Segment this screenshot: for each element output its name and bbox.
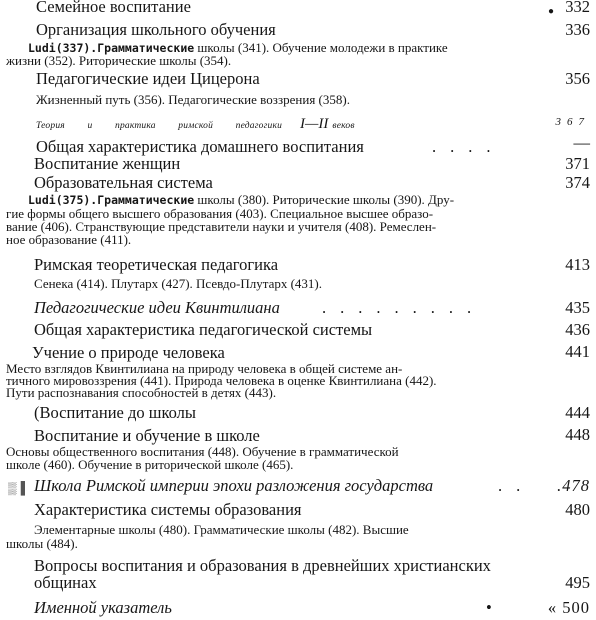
toc-page-number: 495 <box>565 573 590 592</box>
desc-lead: Ludi(375).Грамматические <box>28 193 195 207</box>
toc-page-number: 444 <box>565 403 590 422</box>
toc-page-number: « 500 <box>547 598 590 617</box>
toc-page-number: 332 <box>565 0 590 16</box>
leader-dots: .... <box>432 137 505 156</box>
toc-entry-description <box>28 193 454 207</box>
toc-entry-description: Место взглядов Квинтилиана на природу человека в общей системе ан- <box>6 361 403 376</box>
toc-entry-title: Воспитание женщин <box>34 154 181 173</box>
toc-entry-title: Организация школьного обучения <box>36 20 276 39</box>
toc-entry-description: жизни (352). Риторические школы (354). <box>6 53 232 68</box>
toc-entry-title: Вопросы воспитания и образования в древнейших христианских <box>34 556 491 575</box>
toc-page-number: — <box>573 133 590 152</box>
desc-rest: школы (380). Риторические школы (390). Дру- <box>197 192 455 207</box>
toc-entry-description: Элементарные школы (480). Грамматические школы (482). Высшие <box>34 522 409 537</box>
toc-entry-title: Образовательная система <box>34 173 213 192</box>
toc-page-number: 436 <box>565 320 590 339</box>
toc-entry-title: Характеристика системы образования <box>34 500 302 519</box>
toc-entry-title: Общая характеристика домашнего воспитания <box>36 137 364 156</box>
toc-entry-title: Учение о природе человека <box>32 343 225 362</box>
toc-page-number: .478 <box>557 476 590 495</box>
toc-entry-title <box>36 116 496 132</box>
toc-entry-description: школе (460). Обучение в риторической школе (465). <box>6 457 294 472</box>
toc-entry-title: общинах <box>34 573 97 592</box>
toc-entry-description: гие формы общего высшего образования (403). Специальное высшее образо- <box>6 206 434 221</box>
toc-page-number: 435 <box>565 298 590 317</box>
toc-page-number: 480 <box>565 500 590 519</box>
toc-page-number: 448 <box>565 425 590 444</box>
toc-entry-title: Римская теоретическая педагогика <box>34 255 279 274</box>
toc-entry-description: Сенека (414). Плутарх (427). Псевдо-Плутарх (431). <box>34 276 323 291</box>
toc-entry-title: Именной указатель <box>34 598 172 617</box>
toc-entry-title: Общая характеристика педагогической системы <box>34 320 373 339</box>
toc-entry-title: Педагогические идеи Квинтилиана <box>34 298 280 317</box>
leader-dots: .. <box>498 476 535 495</box>
toc-entry-description: вание (406). Странствующие представители науки и учителя (408). Ремеслен- <box>6 219 437 234</box>
toc-entry-title: (Воспитание до школы <box>34 403 196 422</box>
ink-speck: ● <box>548 6 555 17</box>
toc-entry-title: Школа Римской империи эпохи разложения государства <box>34 476 434 495</box>
toc-entry-title: Педагогические идеи Цицерона <box>36 69 260 88</box>
desc-lead: Ludi(337).Грамматические <box>28 41 195 55</box>
toc-entry-title: Воспитание и обучение в школе <box>34 426 260 445</box>
toc-entry-title: Семейное воспитание <box>36 0 191 16</box>
toc-entry-description: Основы общественного воспитания (448). Обучение в грамматической <box>6 444 399 459</box>
toc-page-number: 336 <box>565 20 590 39</box>
faint-heading-right: веков <box>332 121 355 131</box>
scan-smudge: ▒▐ <box>8 481 26 495</box>
toc-page-number: 356 <box>565 69 590 88</box>
faint-heading-left: Теория и практика римской педагогики <box>36 121 283 131</box>
toc-page-number: 441 <box>565 342 590 361</box>
toc-page-number: 371 <box>565 154 590 173</box>
roman-numerals: I—II <box>300 116 329 132</box>
toc-entry-description: Жизненный путь (356). Педагогические воззрения (358). <box>36 92 350 107</box>
toc-entry-description: школы (484). <box>6 536 78 551</box>
desc-rest: школы (341). Обучение молодежи в практике <box>197 40 448 55</box>
leader-dots: ......... <box>322 298 486 317</box>
toc-entry-description: тичного мировоззрения (441). Природа человека в оценке Квинтилиана (442). <box>6 373 437 388</box>
leader-dot: • <box>486 598 492 617</box>
toc-page-number: 367 <box>555 116 590 128</box>
toc-entry-description: ное образование (411). <box>6 232 132 247</box>
toc-page-number: 413 <box>565 255 590 274</box>
toc-page-number: 374 <box>565 173 590 192</box>
toc-entry-description: Пути распознавания способностей в детях (443). <box>6 385 277 400</box>
